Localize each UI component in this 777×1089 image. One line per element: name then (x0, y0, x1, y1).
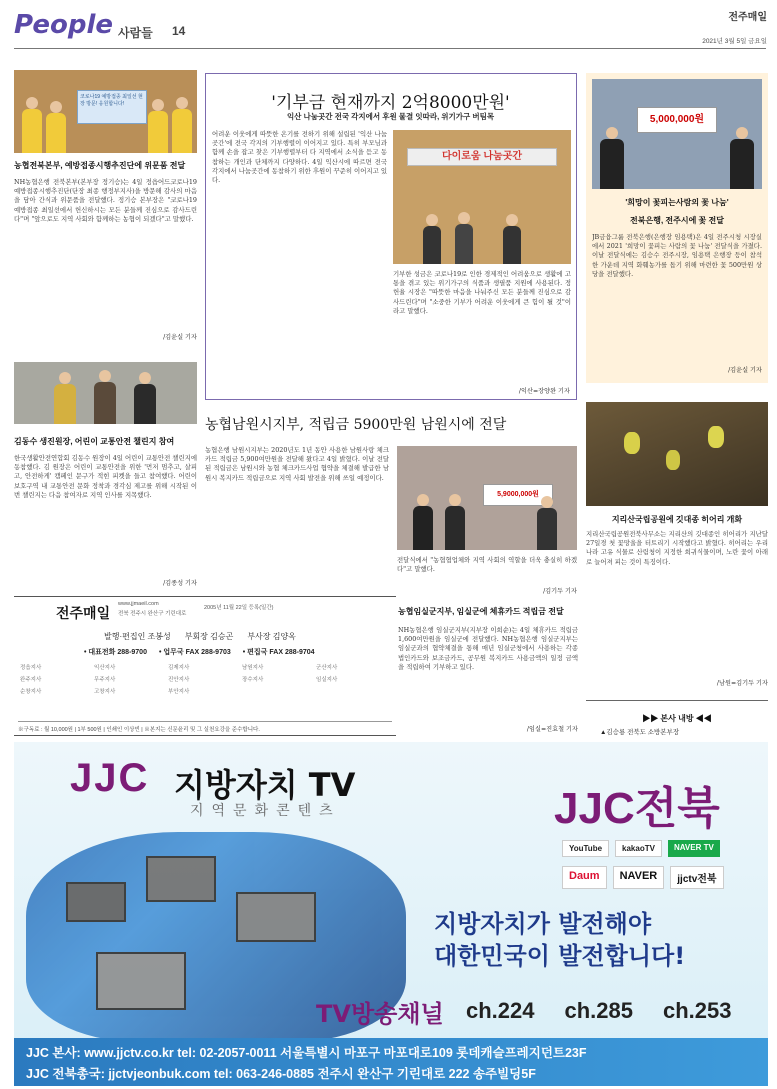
body-left: 어려운 이웃에게 따뜻한 온기를 전하기 위해 설립된 '익산 나눔곳간'에 전국 각지의 기부행렬이 이어지고 있다. 특히 부모님과 함께 손을 잡고 찾은 기부행렬부터 다 지역에서 소식을 듣고 동참하는 개인과 단체까지 다양하다. 4일 익산시에 따르면 전국 각지에서 나눔곳간에 동참하기 위한 후원이 꾸준히 이어지고 있다. (212, 130, 387, 185)
byline: /김종성 기자 (163, 580, 197, 587)
bureau-item: 진안지사 (168, 677, 190, 683)
notice-box (586, 700, 768, 736)
article-nh-jeonbuk (14, 70, 197, 355)
channel-kt: ch.224 (466, 998, 535, 1023)
subheadline: 익산 나눔곳간 전국 각지에서 후원 물결 잇따라, 위기가구 버팀목 (286, 112, 495, 121)
byline: /익산=장양완 기자 (518, 388, 570, 395)
platform-kakaotv: kakaoTV (615, 840, 662, 857)
bureau-item: 무주지사 (94, 677, 116, 683)
headline-2: 전북은행, 전주시에 꽃 전달 (630, 216, 724, 225)
byline: /김윤실 기자 (163, 334, 197, 341)
masthead-reg: 2005년 11월 22일 등록(일간) (204, 605, 274, 611)
issue-date: 2021년 3월 5일 금요일 (702, 38, 767, 45)
body-left: 농협은행 남원시지부는 2020년도 1년 동안 사용한 남원사랑 체크카드 적립금 5,900여만원을 전달해 왔다고 4일 밝혔다. 이날 전달된 적립금은 남원시와 농협 체크카드사업 협약을 체결해 발급한 남원시 복지카드 적립금으로 지역 사회 발전을 위해 쓰일 예정이다. (205, 446, 389, 482)
platform-row-2 (562, 866, 724, 889)
channel-btv: ch.285 (564, 998, 633, 1023)
notice-title: ▶▶ 본사 내방 ◀◀ (642, 714, 712, 723)
slogan-2: 대한민국이 발전합니다! (434, 942, 686, 970)
body: 한국생활안전연합회 김동수 원장이 4일 어린이 교통안전 챌린지에 동참했다. 김 원장은 어린이 교통안전을 위한 '먼저 멈추고, 살피고, 안전하게' 캠페인 문구가 적힌 피켓을 들고 참여했다. 어린이 보호구역 내 교통안전 문화 정착과 경각심 제고를 위해 시작된 이번 챌린지는 다음 참여자로 지역 인사를 지목했다. (14, 454, 197, 499)
address-hq: JJC 본사: www.jjctv.co.kr tel: 02-2057-0011 서울특별시 마포구 마포대로109 롯데캐슬프레지던트23F (26, 1046, 587, 1060)
photo-iksan (393, 130, 571, 264)
fax-business: • 업무국 FAX 288-9703 (158, 649, 231, 656)
section-subtitle: 사람들 (118, 26, 153, 40)
article-imsil (398, 596, 578, 736)
bureau-item: 정읍지사 (20, 665, 42, 671)
masthead-box (14, 596, 396, 736)
donation-board: 5,9000,000원 (483, 484, 553, 506)
article-jirisan (586, 402, 768, 692)
body: NH농협은행 임실군지부(지부장 이희순)는 4일 체휴카드 적립금 1,600여만원을 임실군에 전달했다. NH농협은행 임실군지부는 임실군과의 협약체결을 통해 매년 임실군청에서 사용하는 각종 법인카드와 보조금카드, 공무원 복지카드 사용금액의 일정 금액을 적립하여 기부하고 있다. (398, 626, 578, 671)
store-sign: 다이로움 나눔곳간 (407, 148, 557, 166)
header-rule (14, 48, 766, 49)
byline: /김기두 기자 (543, 588, 577, 595)
byline: /임실=진효철 기자 (526, 726, 578, 733)
page-number: 14 (172, 24, 186, 38)
photo-hyeori (586, 402, 768, 506)
byline: /남원=김기두 기자 (716, 680, 768, 687)
ad-title: 지방자치 TV (174, 766, 356, 804)
ad-subtitle: 지역문화콘텐츠 (190, 803, 341, 819)
platform-naver: NAVER (613, 866, 665, 889)
bureau-item: 장수지사 (242, 677, 264, 683)
article-jb-bank (586, 73, 768, 383)
photo-namwon (397, 446, 577, 550)
photo-jb-bank (592, 79, 762, 189)
ad-brand-2: JJC전북 (554, 784, 720, 833)
photo-challenge (14, 362, 197, 424)
bureau-item: 임실지사 (316, 677, 338, 683)
body: NH농협은행 전북본부(본부장 정기승)는 4일 정읍어드코로나19 예방접종시행추진단(단장 최종 행정부지사)을 방문해 감사의 마음을 담아 간식과 위문품을 전달했다. 정기승 본부장은 "코로나19 예방접종 최일선에서 헌신하시는 모든 분들께 진심으로 감사드린다"며 "앞으로도 지역 사회와 함께하는 농협이 되겠다"고 말했다. (14, 178, 197, 223)
slogan-1: 지방자치가 발전해야 (434, 910, 652, 938)
body: JB금융그룹 전북은행(은행장 임용택)은 4일 전주시청 시장실에서 2021 '희망이 꽃피는 사람의 꽃 나눔' 전달식을 가졌다. 이날 전달식에는 김승수 전주시장, 임용택 은행장 등이 참석한 가운데 지역 화훼농가를 돕기 위해 마련한 꽃 500만원 상당을 전달했다. (592, 233, 762, 278)
channel-list (466, 998, 732, 1024)
byline: /김윤실 기자 (728, 367, 762, 374)
headline: 농협전북본부, 예방접종시행추진단에 위문품 전달 (14, 161, 186, 170)
staff-vice-chair: 부회장 김승곤 (184, 632, 234, 641)
bureau-item: 부안지사 (168, 689, 190, 695)
jjc-advertisement (14, 742, 768, 1086)
photo-group (14, 70, 197, 153)
paper-name: 전주매일 (728, 12, 767, 23)
headline: 농협남원시지부, 적립금 5900만원 남원시에 전달 (205, 417, 507, 433)
body-right: 전달식에서 "농협협업체와 지역 사회의 역할을 더욱 충실히 하겠다"고 말했다. (397, 556, 577, 574)
fax-line (84, 647, 315, 657)
masthead-footer: ※구독료 : 월 10,000원 | 1부 500원 | 인쇄인 이상빈 | ※본지는 신문윤리 및 그 실천요강을 준수합니다. (18, 721, 392, 733)
body: 지리산국립공원전북사무소는 지리산의 깃대종인 히어리가 지난달 27일경 첫 꽃망울을 터트리기 시작했다고 밝혔다. 히어리는 우리나라 고유 식물로 산림청이 지정한 희귀식물이며, 노란 꽃이 아래로 늘어져 피는 것이 특징이다. (586, 530, 768, 566)
headline: 지리산국립공원에 깃대종 히어리 개화 (611, 515, 743, 524)
banner: 코로나19 예방접종 최일선 현장 방문! 응원합니다! (77, 90, 147, 124)
bureau-item: 남원지사 (242, 665, 264, 671)
staff-line (104, 631, 296, 642)
bureau-item: 완주지사 (20, 677, 42, 683)
platform-jjctv: jjctv전북 (670, 866, 723, 889)
platform-daum: Daum (562, 866, 607, 889)
bureau-item: 순창지사 (20, 689, 42, 695)
platform-navertv: NAVER TV (668, 840, 720, 857)
address-jeonbuk: JJC 전북총국: jjctvjeonbuk.com tel: 063-246-0885 전주시 완산구 기린대로 222 송주빌딩5F (26, 1067, 536, 1081)
platform-youtube: YouTube (562, 840, 609, 857)
channel-label: TV방송채널 (316, 1000, 444, 1028)
article-kim-dongsu (14, 362, 197, 602)
bureau-item: 김제지사 (168, 665, 190, 671)
article-namwon (205, 410, 577, 594)
fax-editorial: • 편집국 FAX 288-9704 (242, 649, 315, 656)
notice-item: ▲김승룡 전북도 소방본부장 (600, 729, 680, 736)
donation-board: 5,000,000원 (637, 107, 717, 133)
masthead-addr: 전북 전주시 완산구 기린대로 (118, 611, 187, 617)
bureau-item: 고창지사 (94, 689, 116, 695)
ad-brand: JJC (70, 756, 150, 800)
page-header (0, 0, 777, 50)
staff-publisher: 발행·편집인 조봉성 (104, 632, 171, 641)
body-right: 기부한 성금은 코로나19로 인한 경제적인 어려움으로 생활에 고통을 겪고 있는 위기가구의 식품과 생필품 지원에 사용된다. 정헌율 시장은 "따뜻한 마음을 나눠주신 모든 분들께 진심으로 감사드린다"며 "소중한 기부가 어려운 이웃에게 큰 힘이 될 것"이라고 말했다. (393, 270, 571, 315)
headline: 농협임실군지부, 임실군에 체휴카드 적립금 전달 (398, 607, 564, 616)
bureau-item: 군산지사 (316, 665, 338, 671)
bureau-item: 익산지사 (94, 665, 116, 671)
tel-main: • 대표전화 288-9700 (84, 649, 147, 656)
ad-address-bar (14, 1038, 768, 1086)
channel-utv: ch.253 (663, 998, 732, 1023)
article-iksan (205, 73, 577, 400)
platform-row-1 (562, 840, 720, 857)
headline: '기부금 현재까지 2억8000만원' (271, 93, 510, 113)
masthead-name: 전주매일 (56, 606, 111, 622)
headline: 김동수 생진원장, 어린이 교통안전 챌린지 참여 (14, 437, 175, 446)
headline-1: '희망이 꽃피는사람의 꽃 나눔' (625, 198, 729, 207)
masthead-url: www.jjmaeil.com (118, 601, 159, 607)
staff-vice-president: 부사장 김양옥 (247, 632, 296, 641)
bureau-grid (20, 663, 390, 695)
section-title: People (14, 10, 114, 40)
